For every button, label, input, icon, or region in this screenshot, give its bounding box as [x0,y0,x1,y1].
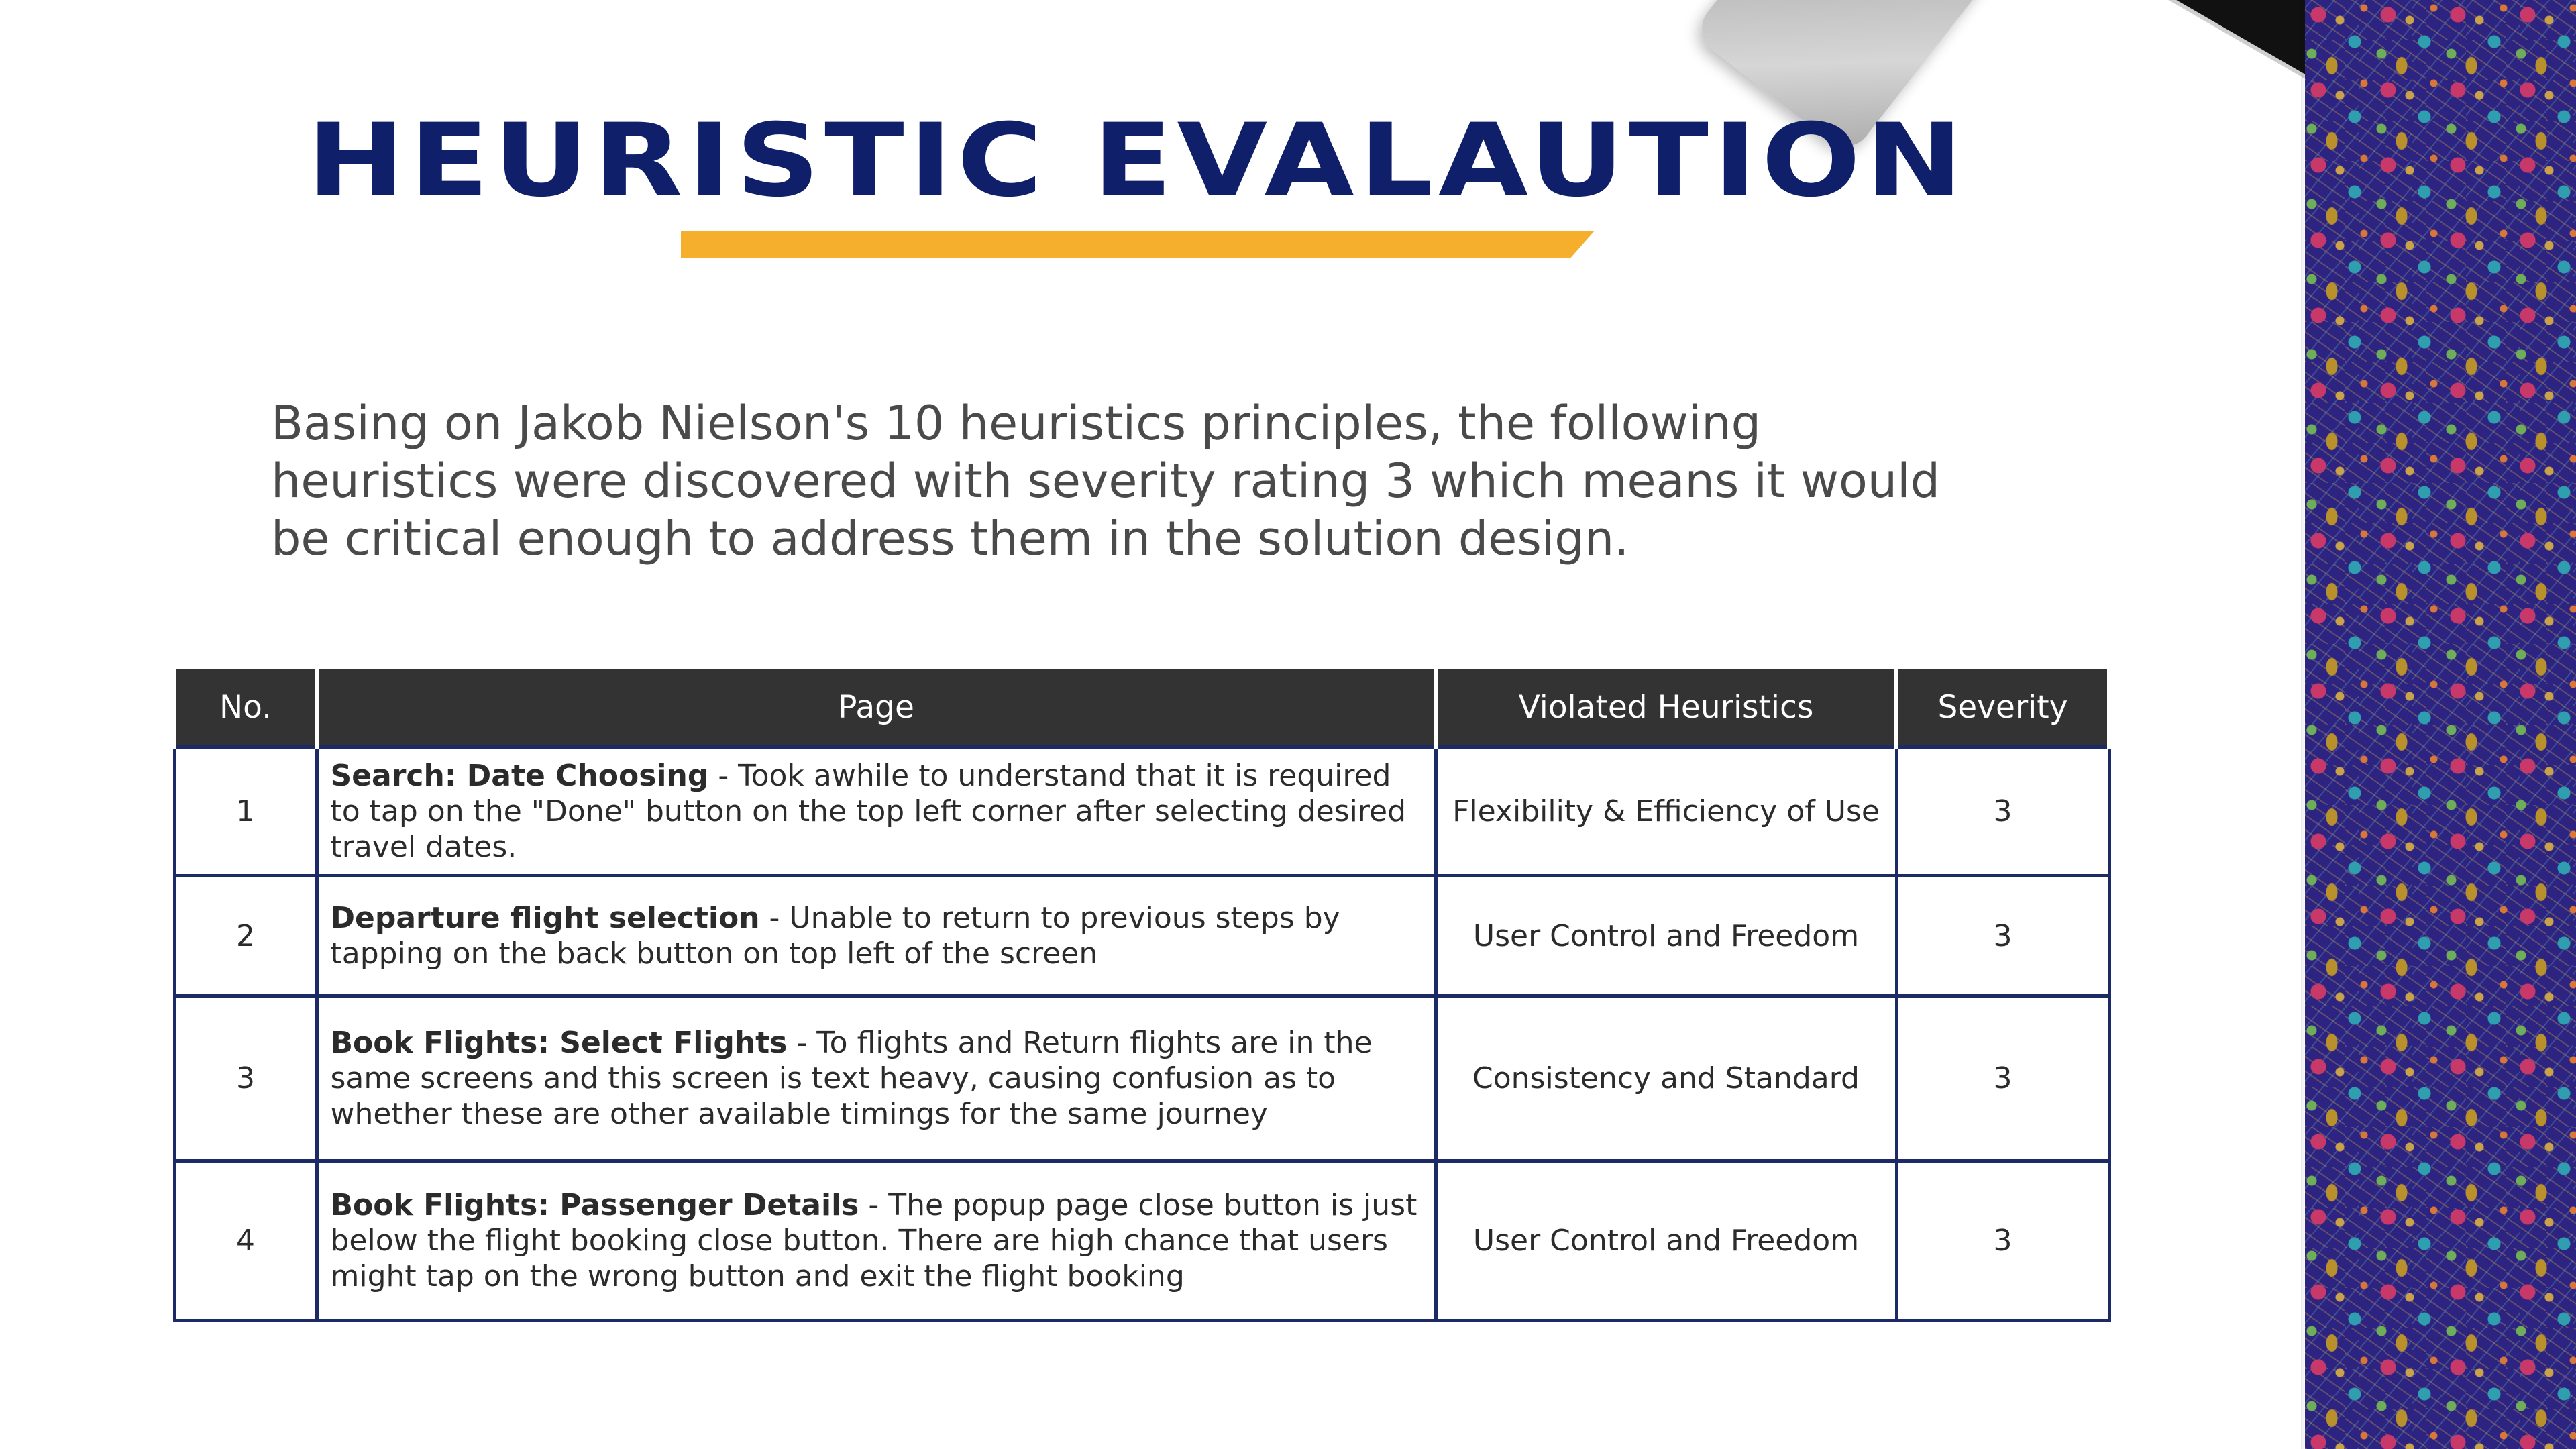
cell-violated-heuristic: Consistency and Standard [1436,996,1896,1161]
cell-page [317,876,1436,996]
cell-severity: 3 [1896,1161,2109,1321]
table-header-row [174,667,2109,747]
slide-title-text: HEURISTIC EVALAUTION [307,103,1968,219]
cell-page [317,747,1436,876]
header-violated-heuristics: Violated Heuristics [1436,667,1896,747]
header-no: No. [174,667,317,747]
cell-violated-heuristic: Flexibility & Efficiency of Use [1436,747,1896,876]
cell-no: 2 [174,876,317,996]
cell-page [317,1161,1436,1321]
header-severity: Severity [1896,667,2109,747]
table-row [174,747,2109,876]
page-title-text: Departure flight selection [330,901,760,935]
page-description-text: - Unable to return to previous steps by tapping on the back button on top left of the screen [330,901,1340,971]
cell-severity: 3 [1896,996,2109,1161]
page-description-text: - To flights and Return flights are in the same screens and this screen is text heavy, causing confusion as to whether these are other available timings for the same journey [330,1026,1373,1131]
cell-page [317,996,1436,1161]
cell-no: 1 [174,747,317,876]
table-row [174,996,2109,1161]
cell-severity: 3 [1896,876,2109,996]
intro-paragraph: Basing on Jakob Nielson's 10 heuristics principles, the following heuristics were discovered with severity rating 3 which means it would be critical enough to address them in the solution design. [271,396,1941,566]
header-page: Page [317,667,1436,747]
heuristics-table [172,665,2111,1322]
cell-no: 3 [174,996,317,1161]
slide-title [0,101,2489,221]
table-row [174,876,2109,996]
cell-severity: 3 [1896,747,2109,876]
cell-violated-heuristic: User Control and Freedom [1436,1161,1896,1321]
heuristics-table-container [172,665,2107,1322]
page-title-text: Book Flights: Passenger Details [330,1188,859,1222]
page-title-text: Search: Date Choosing [330,759,709,793]
page-title-text: Book Flights: Select Flights [330,1026,788,1060]
cell-no: 4 [174,1161,317,1321]
page-description-text: - Took awhile to understand that it is required to tap on the "Done" button on the top left corner after selecting desired travel dates. [330,759,1407,864]
title-accent-bar [681,231,1595,258]
table-row [174,1161,2109,1321]
page-description-text: - The popup page close button is just below the flight booking close button. There are high chance that users might tap on the wrong button and exit the flight booking [330,1188,1417,1293]
cell-violated-heuristic: User Control and Freedom [1436,876,1896,996]
